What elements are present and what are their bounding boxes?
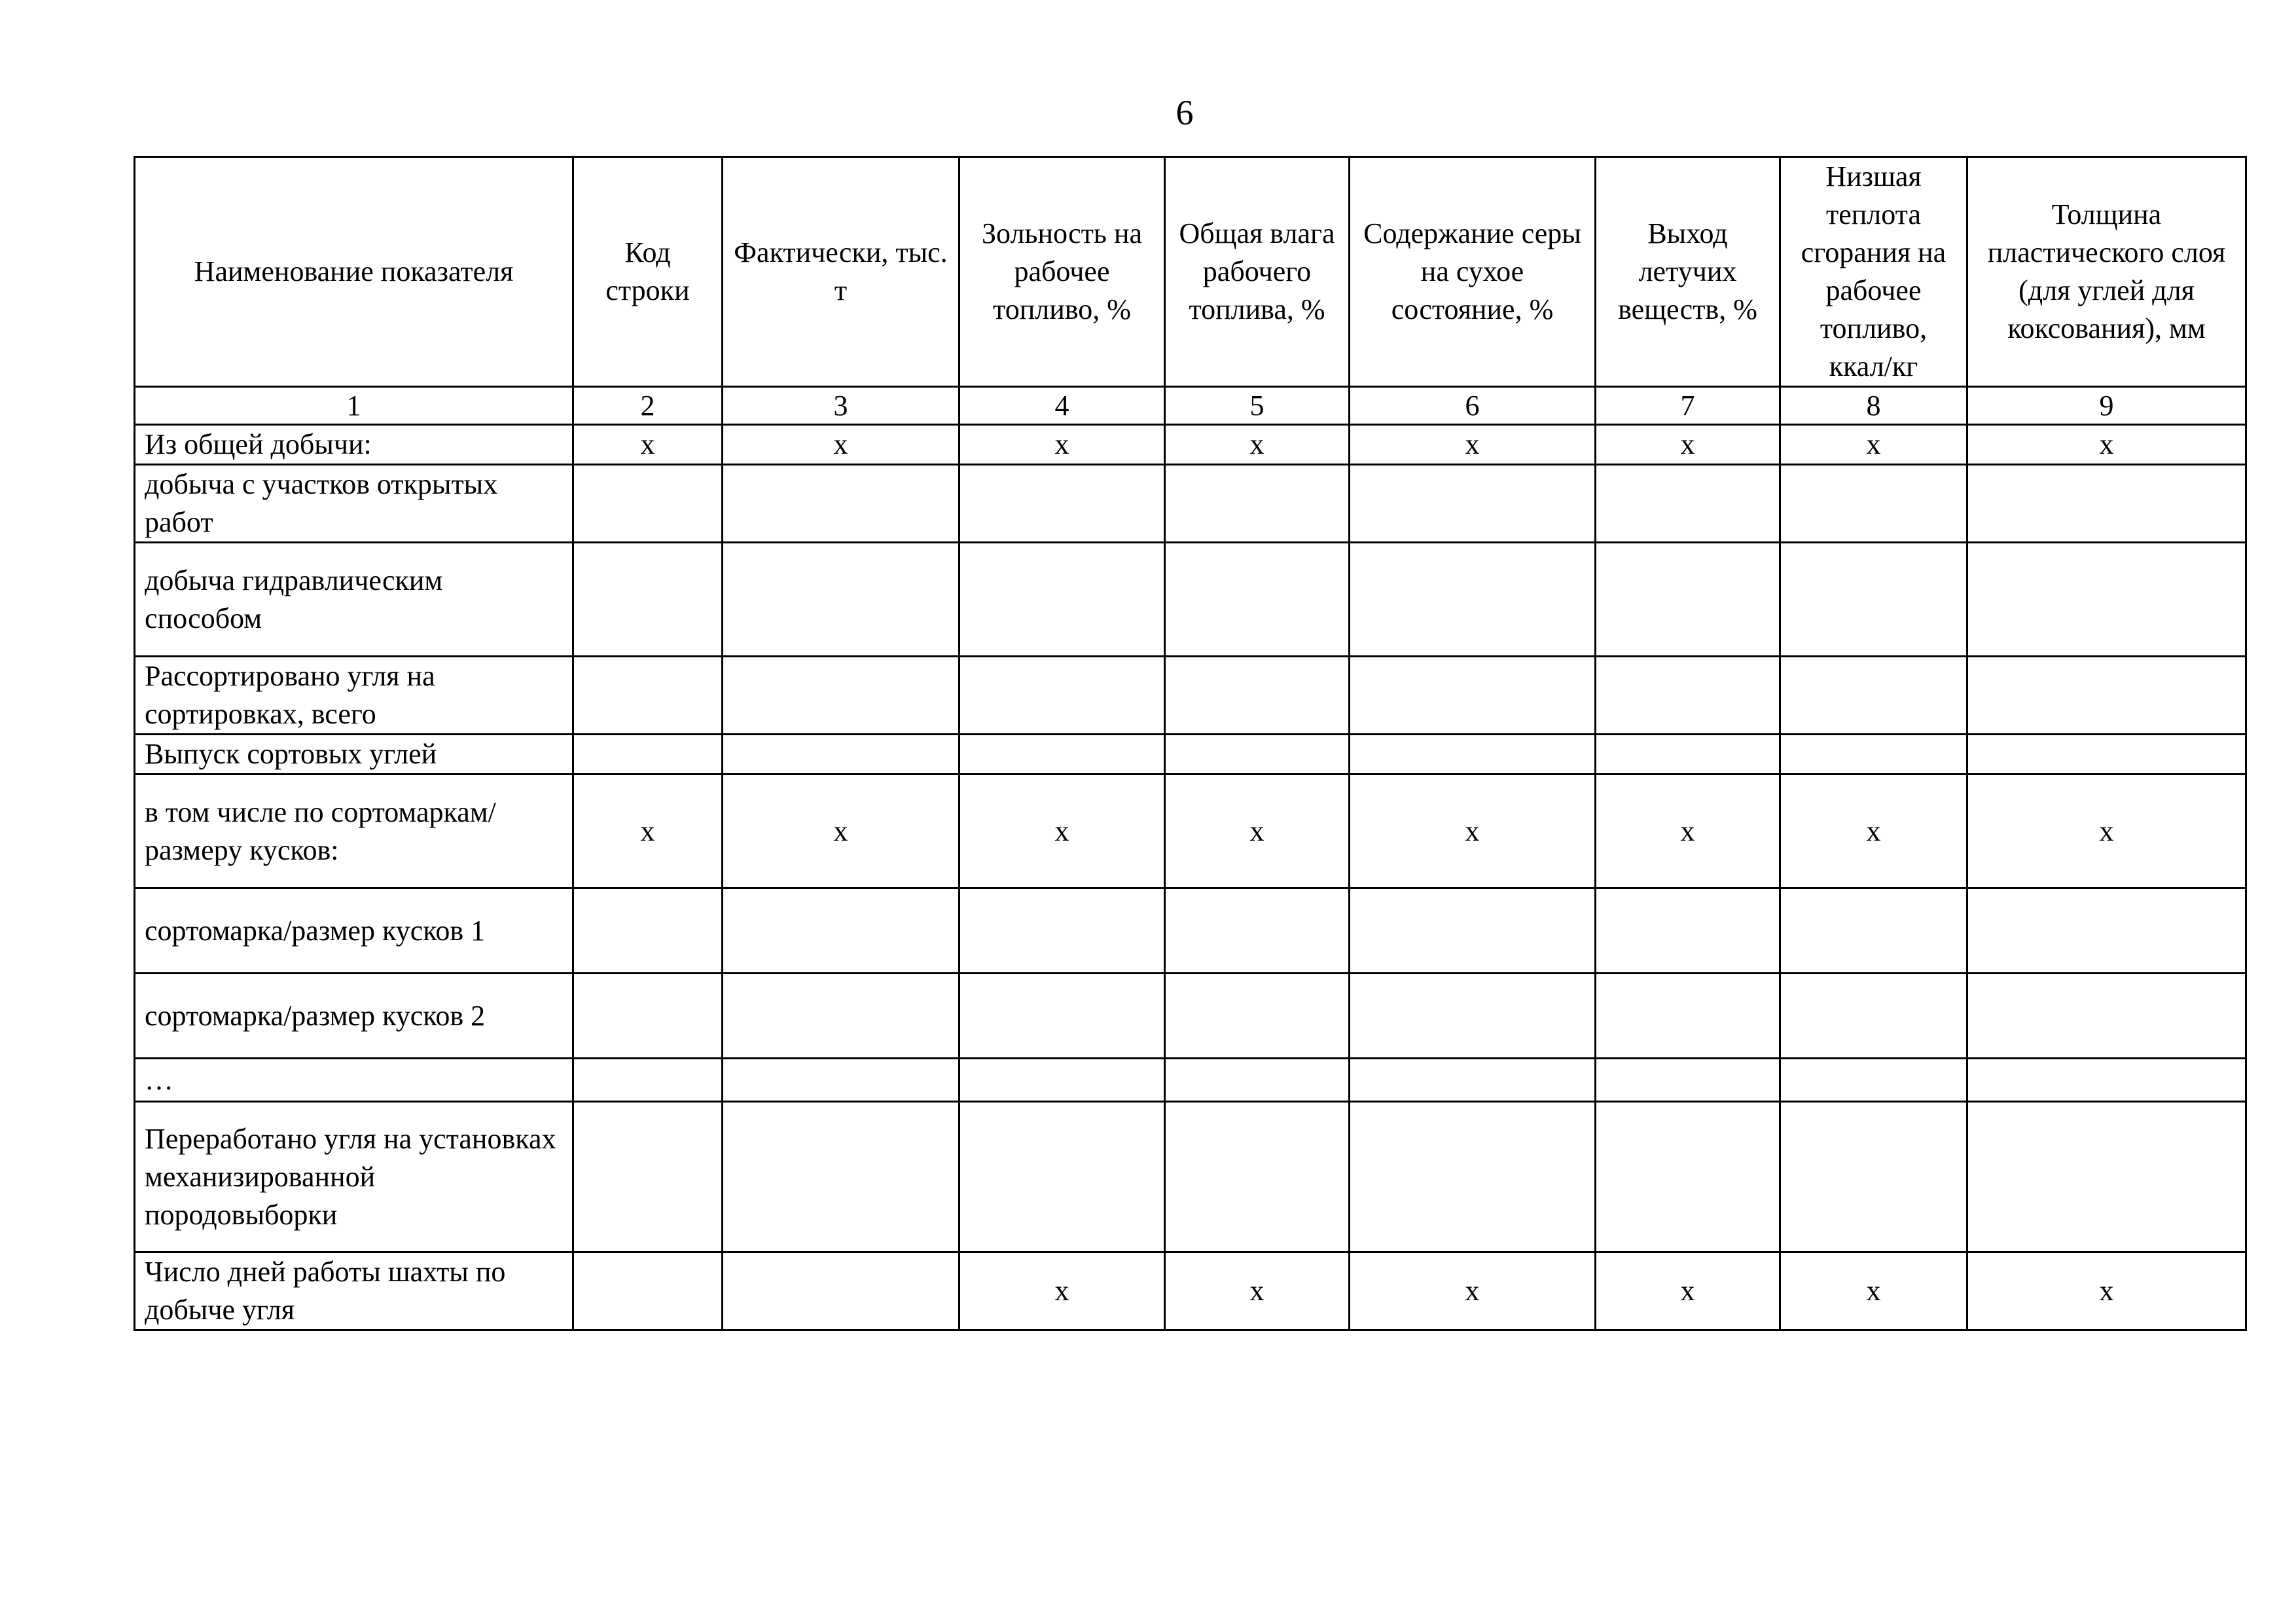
table-row: [135, 1252, 2246, 1330]
table-cell: [1780, 735, 1967, 775]
table-cell: x: [723, 775, 960, 888]
table-cell: [1165, 974, 1350, 1059]
table-cell: x: [1350, 425, 1596, 465]
row-indicator-name: в том числе по сортомаркам/размеру кусков:: [135, 775, 573, 888]
row-indicator-name: Из общей добычи:: [135, 425, 573, 465]
table-cell: [1350, 657, 1596, 735]
table-cell: [1967, 888, 2246, 974]
table-cell: [1165, 657, 1350, 735]
table-cell: [723, 465, 960, 543]
row-indicator-name: добыча гидравлическим способом: [135, 543, 573, 657]
table-cell: [573, 1252, 723, 1330]
row-indicator-name: сортомарка/размер кусков 2: [135, 974, 573, 1059]
table-cell: x: [1596, 775, 1780, 888]
row-indicator-name: …: [135, 1059, 573, 1102]
header-ash-content: Зольность на рабочее топливо, %: [960, 157, 1165, 387]
table-cell: [1967, 1059, 2246, 1102]
table-cell: [1596, 657, 1780, 735]
table-cell: [723, 735, 960, 775]
header-sulfur: Содержание серы на сухое состояние, %: [1350, 157, 1596, 387]
table-row: [135, 1102, 2246, 1252]
table-cell: x: [1165, 775, 1350, 888]
table-cell: x: [573, 425, 723, 465]
table-cell: [1165, 888, 1350, 974]
table-cell: [1596, 465, 1780, 543]
table-cell: [723, 1059, 960, 1102]
header-row: [135, 157, 2246, 387]
column-number-row: [135, 387, 2246, 425]
table-cell: [1350, 888, 1596, 974]
table-row: [135, 735, 2246, 775]
table-cell: x: [1780, 425, 1967, 465]
table-cell: [1967, 543, 2246, 657]
table-cell: x: [1967, 775, 2246, 888]
table-cell: [1780, 1102, 1967, 1252]
table-cell: x: [1967, 1252, 2246, 1330]
table-cell: [573, 1059, 723, 1102]
table-cell: [1596, 974, 1780, 1059]
table-cell: [573, 465, 723, 543]
column-number: 5: [1165, 387, 1350, 425]
table-cell: [573, 974, 723, 1059]
table-cell: [1350, 1102, 1596, 1252]
table-row: [135, 974, 2246, 1059]
table-cell: [1780, 1059, 1967, 1102]
column-number: 6: [1350, 387, 1596, 425]
table-cell: x: [1165, 1252, 1350, 1330]
table-cell: x: [960, 1252, 1165, 1330]
table-cell: [1596, 543, 1780, 657]
header-indicator-name: Наименование показателя: [135, 157, 573, 387]
table-cell: [573, 657, 723, 735]
table-cell: [1967, 657, 2246, 735]
table-cell: [960, 465, 1165, 543]
table-cell: [1596, 888, 1780, 974]
table-cell: [1165, 465, 1350, 543]
column-number: 1: [135, 387, 573, 425]
table-cell: [723, 543, 960, 657]
table-cell: [1165, 1059, 1350, 1102]
table-cell: [1350, 735, 1596, 775]
table-cell: [1596, 1059, 1780, 1102]
table-cell: [723, 888, 960, 974]
table-cell: [573, 888, 723, 974]
page-number: 6: [1175, 93, 1194, 132]
table-cell: [1780, 974, 1967, 1059]
header-plastic-layer: Толщина пластического слоя (для углей для коксования), мм: [1967, 157, 2246, 387]
table-cell: [960, 735, 1165, 775]
header-volatile-matter: Выход летучих веществ, %: [1596, 157, 1780, 387]
table-cell: [1350, 974, 1596, 1059]
table-row: [135, 543, 2246, 657]
table-cell: [960, 1102, 1165, 1252]
table-cell: [573, 1102, 723, 1252]
table-cell: [573, 543, 723, 657]
table-cell: [1780, 657, 1967, 735]
table-cell: [723, 974, 960, 1059]
table-cell: [1967, 465, 2246, 543]
table-row: [135, 425, 2246, 465]
column-number: 9: [1967, 387, 2246, 425]
header-actual: Фактически, тыс. т: [723, 157, 960, 387]
table-cell: [723, 657, 960, 735]
table-cell: [1165, 735, 1350, 775]
table-cell: x: [1596, 425, 1780, 465]
table-cell: [960, 974, 1165, 1059]
table-cell: [960, 657, 1165, 735]
table-cell: x: [1967, 425, 2246, 465]
header-calorific-value: Низшая теплота сгорания на рабочее топливо, ккал/кг: [1780, 157, 1967, 387]
table-row: [135, 657, 2246, 735]
row-indicator-name: добыча с участков открытых работ: [135, 465, 573, 543]
table-cell: [1967, 1102, 2246, 1252]
column-number: 2: [573, 387, 723, 425]
row-indicator-name: сортомарка/размер кусков 1: [135, 888, 573, 974]
table-cell: [573, 735, 723, 775]
table-body: [135, 425, 2246, 1330]
table-cell: [1780, 888, 1967, 974]
table-row: [135, 888, 2246, 974]
table-cell: x: [960, 425, 1165, 465]
table-cell: x: [1165, 425, 1350, 465]
table-row: [135, 1059, 2246, 1102]
row-indicator-name: Переработано угля на установках механизированной породовыборки: [135, 1102, 573, 1252]
table-cell: [960, 1059, 1165, 1102]
table-cell: [1165, 543, 1350, 657]
table-cell: x: [960, 775, 1165, 888]
table-cell: x: [1350, 1252, 1596, 1330]
table-cell: [1967, 974, 2246, 1059]
table-cell: x: [1596, 1252, 1780, 1330]
table-cell: [960, 888, 1165, 974]
report-table: [134, 156, 2247, 1331]
table-cell: [723, 1102, 960, 1252]
table-cell: [1165, 1102, 1350, 1252]
table-cell: [960, 543, 1165, 657]
table-cell: [1350, 465, 1596, 543]
table-cell: [1350, 1059, 1596, 1102]
table-cell: x: [573, 775, 723, 888]
table-cell: [1967, 735, 2246, 775]
column-number: 3: [723, 387, 960, 425]
table-cell: [1596, 1102, 1780, 1252]
row-indicator-name: Выпуск сортовых углей: [135, 735, 573, 775]
table-cell: x: [1780, 1252, 1967, 1330]
table-cell: [1596, 735, 1780, 775]
row-indicator-name: Рассортировано угля на сортировках, всего: [135, 657, 573, 735]
table-row: [135, 775, 2246, 888]
column-number: 4: [960, 387, 1165, 425]
table-cell: x: [1350, 775, 1596, 888]
column-number: 7: [1596, 387, 1780, 425]
table-cell: x: [723, 425, 960, 465]
table-cell: [1780, 465, 1967, 543]
row-indicator-name: Число дней работы шахты по добыче угля: [135, 1252, 573, 1330]
header-moisture: Общая влага рабочего топлива, %: [1165, 157, 1350, 387]
table-cell: [723, 1252, 960, 1330]
table-cell: x: [1780, 775, 1967, 888]
column-number: 8: [1780, 387, 1967, 425]
table-row: [135, 465, 2246, 543]
header-line-code: Код строки: [573, 157, 723, 387]
table-cell: [1350, 543, 1596, 657]
table-cell: [1780, 543, 1967, 657]
